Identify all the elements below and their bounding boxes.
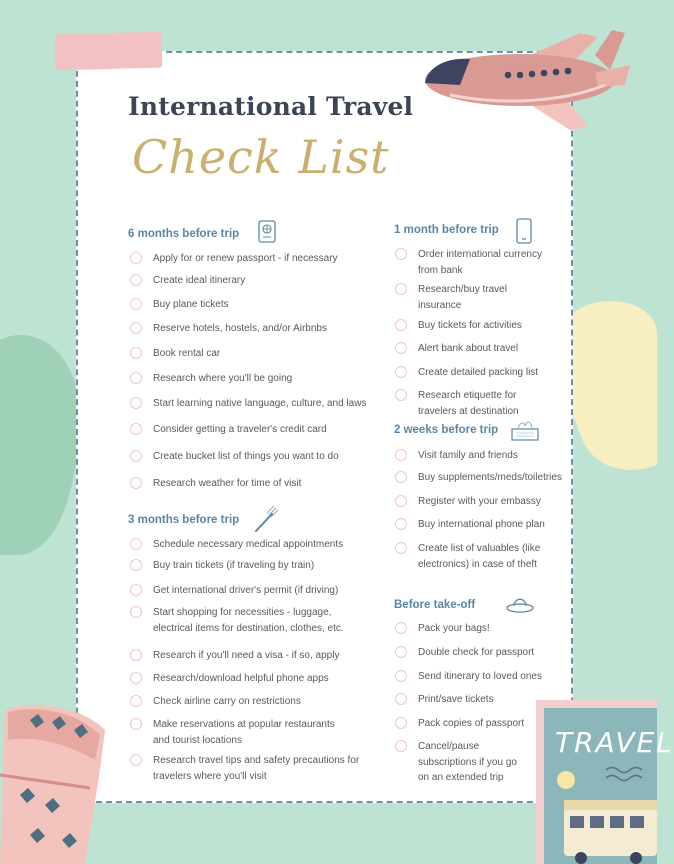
checkbox-circle[interactable] xyxy=(130,606,142,618)
checklist-item-line: Buy train tickets (if traveling by train) xyxy=(153,560,315,571)
checklist-item-label xyxy=(153,449,339,465)
checkbox-circle[interactable] xyxy=(395,449,407,461)
checklist-item-line: electrical items for destination, clothes, etc. xyxy=(153,622,344,634)
page-title: International Travel xyxy=(128,92,414,121)
section-title-2-weeks: 2 weeks before trip xyxy=(394,424,499,436)
checklist-item-line: Buy plane tickets xyxy=(153,299,229,310)
checkbox-circle[interactable] xyxy=(130,298,142,310)
checkbox-circle[interactable] xyxy=(130,322,142,334)
checklist-item-label xyxy=(153,396,366,412)
checkbox-circle[interactable] xyxy=(395,670,407,682)
checkbox-circle[interactable] xyxy=(395,319,407,331)
checklist-item-label xyxy=(418,621,490,637)
section-title-before-takeoff: Before take-off xyxy=(394,599,476,611)
checklist-item-line: Register with your embassy xyxy=(418,496,541,507)
checkbox-circle[interactable] xyxy=(130,672,142,684)
checkbox-circle[interactable] xyxy=(130,372,142,384)
stamp-text: TRAVEL xyxy=(555,726,674,759)
checklist-item-label xyxy=(153,422,327,438)
checklist-item-label xyxy=(153,371,292,387)
checkbox-circle[interactable] xyxy=(130,559,142,571)
phone-icon xyxy=(514,218,534,244)
checklist-item-label xyxy=(153,648,339,664)
checklist-item-label xyxy=(153,671,329,687)
checkbox-circle[interactable] xyxy=(395,248,407,260)
checkbox-circle[interactable] xyxy=(130,538,142,550)
checkbox-circle[interactable] xyxy=(395,342,407,354)
checklist-item-label xyxy=(418,388,519,419)
checkbox-circle[interactable] xyxy=(395,366,407,378)
checklist-item-line: Research/download helpful phone apps xyxy=(153,673,329,684)
checklist-item-line: Order international currency xyxy=(418,249,542,260)
checklist-item-line: subscriptions if you go xyxy=(418,756,517,768)
checklist-item-label xyxy=(418,341,518,357)
checklist-item-line: Create list of valuables (like xyxy=(418,543,541,554)
tissue-box-icon xyxy=(510,418,540,442)
checkbox-circle[interactable] xyxy=(130,450,142,462)
checklist-item-label xyxy=(153,251,338,267)
checklist-item-line: Visit family and friends xyxy=(418,450,518,461)
right-blob xyxy=(560,295,657,475)
checklist-item-line: Buy international phone plan xyxy=(418,519,545,530)
checklist-item-label xyxy=(153,273,245,289)
checklist-item-label xyxy=(153,753,359,784)
checkbox-circle[interactable] xyxy=(395,389,407,401)
checklist-item-label xyxy=(153,297,229,313)
section-title-1-month: 1 month before trip xyxy=(394,224,499,236)
checklist-item-line: Create detailed packing list xyxy=(418,367,539,378)
checkbox-circle[interactable] xyxy=(395,693,407,705)
section-title-3-months: 3 months before trip xyxy=(128,514,240,526)
checklist-item-line: Research/buy travel xyxy=(418,284,507,295)
checklist-item-line: Cancel/pause xyxy=(418,741,480,752)
checklist-item-line: travelers at destination xyxy=(418,405,519,417)
tape-decoration xyxy=(55,32,163,71)
checklist-item-line: Buy tickets for activities xyxy=(418,320,522,331)
checklist-item-label xyxy=(418,365,538,381)
checklist-item-label xyxy=(418,318,522,334)
checklist-item-line: insurance xyxy=(418,299,462,311)
checklist-item-label xyxy=(153,537,343,553)
backpack-illustration xyxy=(0,700,115,864)
checklist-item-line: and tourist locations xyxy=(153,734,242,746)
checklist-item-line: on an extended trip xyxy=(418,772,504,783)
checklist-item-label xyxy=(153,321,327,337)
checklist-item-line: Pack copies of passport xyxy=(418,718,525,729)
checklist-item-line: Alert bank about travel xyxy=(418,343,519,354)
checklist-item-line: Buy supplements/meds/toiletries xyxy=(418,472,562,483)
checkbox-circle[interactable] xyxy=(130,252,142,264)
checkbox-circle[interactable] xyxy=(395,740,407,752)
checklist-item-label xyxy=(153,476,301,492)
checklist-item-line: travelers where you'll visit xyxy=(153,770,267,782)
checklist-item-line: Create ideal itinerary xyxy=(153,275,246,286)
checkbox-circle[interactable] xyxy=(130,695,142,707)
checkbox-circle[interactable] xyxy=(395,542,407,554)
checklist-item-label xyxy=(418,282,507,313)
checklist-item-label xyxy=(153,558,314,574)
checklist-item-label xyxy=(418,470,562,486)
checklist-item-line: from bank xyxy=(418,264,463,276)
checklist-item-label xyxy=(418,517,545,533)
checklist-item-label xyxy=(153,346,220,362)
checklist-item-label xyxy=(153,583,338,599)
checklist-item-line: Research weather for time of visit xyxy=(153,478,302,489)
section-title-6-months: 6 months before trip xyxy=(128,228,240,240)
airplane-illustration xyxy=(420,25,635,135)
checklist-item-label xyxy=(418,692,494,708)
hat-icon xyxy=(505,593,535,615)
checkbox-circle[interactable] xyxy=(130,718,142,730)
checkbox-circle[interactable] xyxy=(395,717,407,729)
checkbox-circle[interactable] xyxy=(395,471,407,483)
checklist-item-label xyxy=(418,494,541,510)
checklist-item-line: Apply for or renew passport - if necessary xyxy=(153,253,338,264)
toothbrush-icon xyxy=(252,506,280,534)
checklist-item-line: Reserve hotels, hostels, and/or Airbnbs xyxy=(153,323,327,334)
checkbox-circle[interactable] xyxy=(395,518,407,530)
checklist-item-line: electronics) in case of theft xyxy=(418,558,537,570)
checklist-item-line: Consider getting a traveler's credit card xyxy=(153,424,327,435)
checklist-item-line: Send itinerary to loved ones xyxy=(418,671,542,682)
checklist-item-label xyxy=(153,717,335,748)
checkbox-circle[interactable] xyxy=(130,584,142,596)
checklist-item-line: Start shopping for necessities - luggage, xyxy=(153,607,332,618)
travel-stamp-illustration xyxy=(536,700,657,864)
checkbox-circle[interactable] xyxy=(130,754,142,766)
checklist-item-line: Print/save tickets xyxy=(418,694,494,705)
checklist-item-label xyxy=(418,247,542,278)
page-subtitle: Check List xyxy=(132,130,390,184)
checklist-item-label xyxy=(418,669,542,685)
passport-icon xyxy=(256,220,278,244)
checkbox-circle[interactable] xyxy=(395,622,407,634)
checklist-item-label xyxy=(418,716,524,732)
checkbox-circle[interactable] xyxy=(395,495,407,507)
checklist-item-line: Schedule necessary medical appointments xyxy=(153,539,344,550)
checklist-item-label xyxy=(418,541,540,572)
checklist-item-line: Pack your bags! xyxy=(418,623,490,634)
checkbox-circle[interactable] xyxy=(130,347,142,359)
checklist-item-line: Research travel tips and safety precautions for xyxy=(153,755,360,766)
checklist-item-line: Create bucket list of things you want to do xyxy=(153,451,339,462)
checklist-item-label xyxy=(153,605,344,636)
checkbox-circle[interactable] xyxy=(395,646,407,658)
checklist-item-label xyxy=(418,739,517,786)
checkbox-circle[interactable] xyxy=(130,477,142,489)
checklist-item-line: Double check for passport xyxy=(418,647,535,658)
checklist-item-line: Research where you'll be going xyxy=(153,373,293,384)
checklist-item-label xyxy=(153,694,301,710)
checkbox-circle[interactable] xyxy=(130,397,142,409)
checklist-item-line: Research etiquette for xyxy=(418,390,517,401)
checklist-item-label xyxy=(418,645,534,661)
checklist-item-line: Research if you'll need a visa - if so, apply xyxy=(153,650,340,661)
checklist-item-label xyxy=(418,448,518,464)
checkbox-circle[interactable] xyxy=(130,274,142,286)
checklist-item-line: Get international driver's permit (if driving) xyxy=(153,585,339,596)
checklist-item-line: Start learning native language, culture, and laws xyxy=(153,398,367,409)
checkbox-circle[interactable] xyxy=(130,423,142,435)
checklist-item-line: Check airline carry on restrictions xyxy=(153,696,301,707)
checklist-item-line: Book rental car xyxy=(153,348,221,359)
checkbox-circle[interactable] xyxy=(130,649,142,661)
checkbox-circle[interactable] xyxy=(395,283,407,295)
checklist-item-line: Make reservations at popular restaurants xyxy=(153,719,335,730)
